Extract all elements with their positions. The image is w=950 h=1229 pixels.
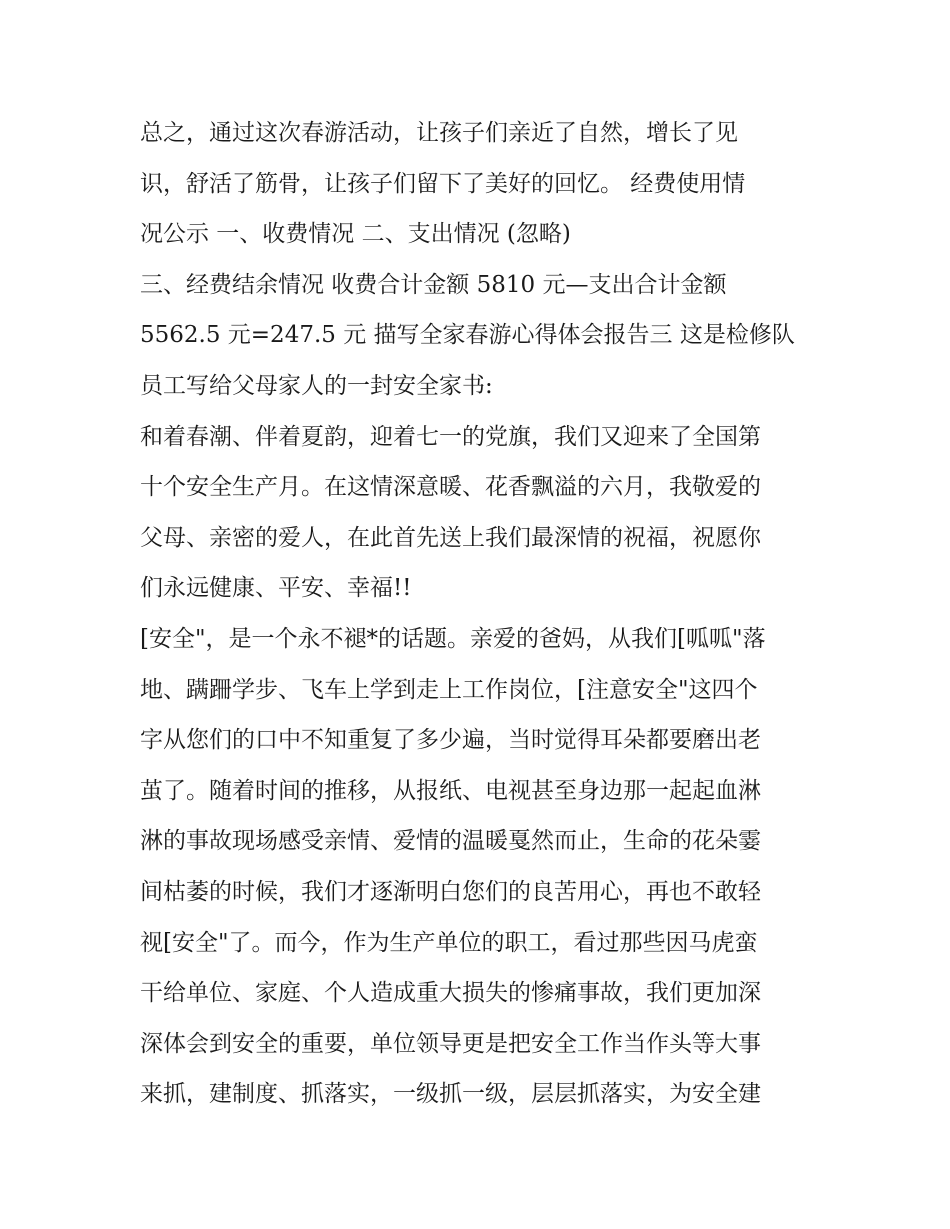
text-line: 和着春潮、伴着夏韵，迎着七一的党旗，我们又迎来了全国第 xyxy=(140,423,761,450)
text-line: 员工写给父母家人的一封安全家书: xyxy=(140,372,493,399)
text-line: 识，舒活了筋骨，让孩子们留下了美好的回忆。 经费使用情 xyxy=(140,170,746,197)
text-line: 父母、亲密的爱人，在此首先送上我们最深情的祝福，祝愿你 xyxy=(140,524,761,551)
text-line: 十个安全生产月。在这情深意暖、花香飘溢的六月，我敬爱的 xyxy=(140,474,761,501)
text-line: 地、蹒跚学步、飞车上学到走上工作岗位，[注意安全"这四个 xyxy=(140,676,758,703)
text-line: 来抓，建制度、抓落实，一级抓一级，层层抓落实，为安全建 xyxy=(140,1081,761,1108)
text-line: 干给单位、家庭、个人造成重大损失的惨痛事故，我们更加深 xyxy=(140,980,761,1007)
text-line: 总之，通过这次春游活动，让孩子们亲近了自然，增长了见 xyxy=(140,120,738,146)
text-line: 5562.5 元=247.5 元 描写全家春游心得体会报告三 这是检修队 xyxy=(140,322,795,349)
text-line: 淋的事故现场感受亲情、爱情的温暖戛然而止，生命的花朵霎 xyxy=(140,828,761,855)
text-line: 深体会到安全的重要，单位领导更是把安全工作当作头等大事 xyxy=(140,1030,761,1057)
document-body xyxy=(140,108,820,1120)
text-line: 字从您们的口中不知重复了多少遍，当时觉得耳朵都要磨出老 xyxy=(140,727,761,754)
text-line: 三、经费结余情况 收费合计金额 5810 元—支出合计金额 xyxy=(140,271,727,298)
text-line: 们永远健康、平安、幸福!! xyxy=(140,575,412,602)
text-line: 间枯萎的时候，我们才逐渐明白您们的良苦用心，再也不敢轻 xyxy=(140,878,761,905)
text-line: [安全"，是一个永不褪*的话题。亲爱的爸妈，从我们[呱呱"落 xyxy=(140,625,766,652)
text-line: 况公示 一、收费情况 二、支出情况 (忽略) xyxy=(140,221,571,248)
text-line: 茧了。随着时间的推移，从报纸、电视甚至身边那一起起血淋 xyxy=(140,777,761,804)
text-line: 视[安全"了。而今，作为生产单位的职工，看过那些因马虎蛮 xyxy=(140,929,758,956)
